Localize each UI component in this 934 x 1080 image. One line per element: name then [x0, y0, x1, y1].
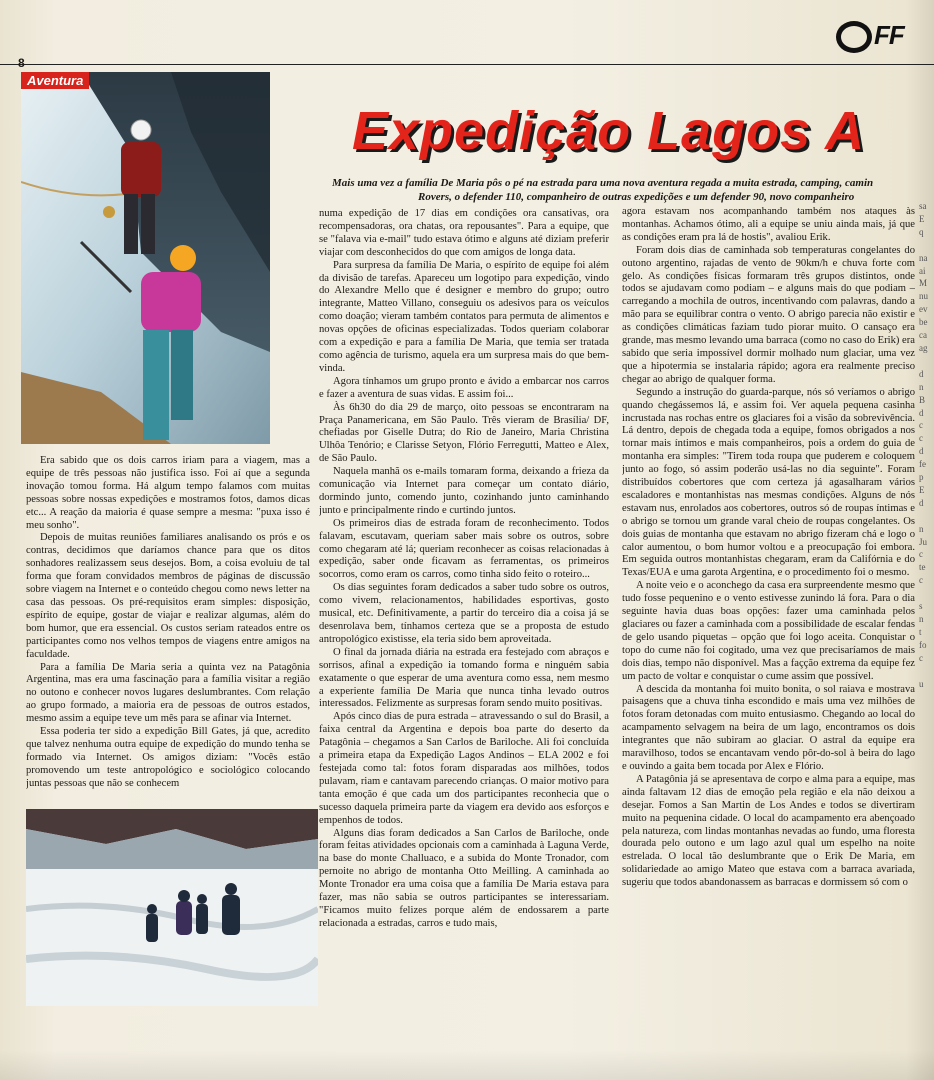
paragraph: Depois de muitas reuniões familiares analisando os prós e os contras, decidimos que daríamos chance para que os ditos sonhadores realizassem seus desejos. Bom, a coisa evoluiu de tal forma que foram convidados membros de páginas de discussão sobre viagem na Internet e o conteúdo chegou como news letter na casa das pessoas. Os pré-requisitos eram simples: disposição, espírito de equipe, gostar de viajar e realizar algumas, além do bom humor, que era essencial. Os custos seriam rateados entre os participantes como nos velhos tempos de viagens entre amigos na faculdade. [26, 532, 310, 660]
edge-fragment: q [919, 226, 924, 237]
edge-fragment: d [919, 446, 924, 457]
edge-fragment [919, 510, 934, 523]
column-right [622, 206, 915, 1006]
edge-fragment: sa [919, 201, 927, 211]
logo-text: FF [874, 20, 904, 50]
edge-fragment: ev [919, 304, 928, 315]
edge-fragment: te [919, 562, 926, 573]
paragraph: Para surpresa da família De Maria, o espírito de equipe foi além da divisão de tarefas. Apareceu um logotipo para expedição, vindo do Alexandre Mello que é designer e membro do grupo; outro integrante, Matteo Villano, conseguiu os adesivos para os veículos como doação; vieram também contatos para permuta de alimentos e novas opções de oficinas especializadas. Todos queriam colaborar com a expedição e para a família De Maria, que temia ser tratada como agência de turismo, aquela era um surpresa mais do que bem-vinda. [319, 259, 609, 374]
paragraph: O final da jornada diária na estrada era festejado com abraços e sorrisos, afinal a expedição ia tomando forma e ninguém sabia exatamente o que esperar de uma aventura como essa, nem mesmo a experiente família De Maria que nunca tinha levado outros interessados. Felizmente as surpresas foram sendo muito positivas. [319, 646, 609, 710]
edge-fragment: ai [919, 265, 926, 276]
ice-climbing-photo [21, 72, 270, 444]
paragraph: Para a família De Maria seria a quinta vez na Patagônia Argentina, mas era uma fascinação para a família visitar a região no outono e conhecer novos lugares deslumbrantes. Com relação ao grupo formado, a maioria era de pessoas de outros estados, mesmo assim a equipe teve um mês para se afinar via Internet. [26, 661, 310, 725]
column-left [26, 455, 310, 805]
ice-climbing-illustration [21, 72, 270, 444]
paragraph: A noite veio e o aconchego da casa era surpreendente mesmo que tudo fosse pequenino e o vento estivesse zunindo lá fora. Para o dia seguinte havia duas boas opções: fazer uma caminhada pelos glaciares ou fazer a caminhada com a possibilidade de escalar fendas de gelo usando piquetas – opção que foi logo aceita. Conquistar o topo do cume não foi cogitado, uma vez que precisaríamos de mais dois dias, tempo não disponível. Mas a façção extrema da equipe fez um pacto de voltar e conquistar o cume assim que possível. [622, 580, 915, 682]
paragraph: Às 6h30 do dia 29 de março, oito pessoas se encontraram na Praça Panamericana, em São Paulo. Três vieram de Brasília/ DF, chefiadas por Giselle Dutra; do Rio de Janeiro, Maria Christina Ulhôa Tenório; e Clarisse Setyon, Flório Ferregutti, Matteo e Alex, de São Paulo. [319, 401, 609, 465]
paragraph: Agora tínhamos um grupo pronto e ávido a embarcar nos carros e fazer a aventura de suas vidas. E assim foi... [319, 375, 609, 400]
edge-fragment: c [919, 420, 923, 431]
paragraph: Após cinco dias de pura estrada – atravessando o sul do Brasil, a faixa central da Argentina e depois boa parte do deserto da Patagônia – chegamos a San Carlos de Bariloche. Ali foi concluída a primeira etapa da Expedição Lagos Andinos – ELA 2002 e foi festejada como tal: fotos foram disparadas aos milhões, todos pulavam, riam e cantavam parecendo crianças. O maior motivo para tanta emoção é que cada um dos participantes reconhecia que o sucesso daquela primeira parte da viagem era devido aos esforços e empenhos de todos. [319, 711, 609, 826]
subtitle-line-1: Mais uma vez a família De Maria pôs o pé na estrada para uma nova aventura regada a muita estrada, camping, camin [332, 177, 874, 189]
edge-fragment [919, 239, 934, 252]
edge-fragment: Ju [919, 536, 928, 547]
header-rule [0, 0, 934, 65]
edge-fragment: c [919, 433, 923, 444]
edge-fragment: c [919, 549, 923, 560]
paragraph: A Patagônia já se apresentava de corpo e alma para a equipe, mas ainda faltavam 12 dias de emoção pela região e ela não deixou a desejar. Fomos a San Martin de Los Andes e todos se divertiram muito na pequenina cidade. O local do acampamento era abençoado pela natureza, com lindas montanhas nevadas ao fundo, uma floresta dourada pelo outono e um lago azul qual um espelho na noite estrelada. O local tão deslumbrante que o Erik De Maria, em solidariedade ao amigo Mateo que estava com a barraca avariada, sugeriu que todos abandonassem as barracas e dormissem só com o [622, 773, 915, 889]
edge-fragment: n [919, 381, 924, 392]
paragraph: Foram dois dias de caminhada sob temperaturas congelantes do outono argentino, rajadas de vento de 90km/h e chuva forte com gelo. As condições físicas formaram três grupos distintos, onde todos se ajudavam como podiam – e alguns mais do que podiam – carregando a mochila de outros, incentivando com palavras, dando a mão para se equilibrar contra o vento. O abrigo parecia não existir e as condições climáticas faziam tudo piorar muito. O cansaço era grande, mas mesmo levando uma barraca (como no caso do Erik) era sabido que seria impossível dormir molhado num glaciar, uma vez que a hipotermia se instalaria rápido; agora era realmente preciso chegar ao abrigo de qualquer forma. [622, 244, 915, 385]
edge-fragment: M [919, 278, 928, 289]
edge-fragment: ca [919, 330, 927, 341]
paragraph: Era sabido que os dois carros iriam para a viagem, mas a equipe de três pessoas não justifica isso. Foi aí que a segunda inovação tomou forma. Há algum tempo falamos com muitas pessoas sobre nossas expedições e mostramos fotos, damos dicas etc... A reação da maioria é quase sempre a mesma: "puxa isso é meu sonho". [26, 455, 310, 531]
edge-fragment [919, 587, 934, 600]
edge-fragment: nu [919, 291, 928, 302]
paragraph: A descida da montanha foi muito bonita, o sol raiava e mostrava paisagens que a chuva tinha escondido e mais uma vez milhões de fotos foram detonadas com muito entusiasmo. Chegando ao local do acampamento selvagem na beira de um lago, encontramos os dois integrantes que não subiram ao glaciar. O astral da equipe era maravilhoso, todos se encantavam vendo pôr-do-sol à beira do lago e ouvindo a gaita bem tocada por Alex e Flório. [622, 683, 915, 772]
edge-fragment: ag [919, 342, 928, 353]
glacier-hiking-photo [26, 809, 318, 1006]
edge-fragment: d [919, 407, 924, 418]
paragraph: agora estavam nos acompanhando também nos ataques às montanhas. Achamos ótimo, ali a equipe se uniu ainda mais, já que as condições eram pra lá de hostis", avaliou Erik. [622, 206, 915, 243]
edge-fragment: fo [919, 639, 927, 650]
edge-fragment: p [919, 472, 924, 483]
paragraph: Os primeiros dias de estrada foram de reconhecimento. Todos falavam, escutavam, queriam saber mais sobre os outros, sobre como chegaram até lá; queriam reconhecer as coisas relacionadas à expedição, saber onde ficavam as ferramentas, os primeiros socorros, como eram os carros, como tinha sido feito o roteiro... [319, 517, 609, 581]
next-column-fragments [919, 200, 934, 1000]
edge-fragment: n [919, 523, 924, 534]
section-label: Aventura [21, 72, 89, 89]
edge-fragment: be [919, 317, 928, 328]
page-shadow [0, 1050, 934, 1080]
subtitle-line-2: Rovers, o defender 110, companheiro de outras expedições e um defender 90, novo companheiro [418, 191, 855, 203]
column-middle [319, 208, 609, 1008]
edge-fragment: c [919, 652, 923, 663]
article-title: Expedição Lagos A [352, 101, 866, 161]
article-subtitle [332, 176, 932, 204]
paragraph: Segundo a instrução do guarda-parque, nós só veríamos o abrigo quando chegássemos lá, e assim foi. Ver aquela pequena casinha incrustada nas rochas entre os glaciares foi a visão da sobrevivência. Lá dentro, depois de chegada toda a equipe, fomos obrigados a nos tornar mais íntimos e mais companheiros, pois a ordem do guia de montanha era simples: "Tirem toda roupa que puderem e coloquem junto ao fogo, só assim poderão usá-las no dia seguinte". Foram distribuídos cobertores que com certeza já agasalharam vários escaladores e montanhistas nas mesmas condições. Alguns de nós estavam nus, enrolados aos cobertores, outros só de roupas íntimas e o abrigo se tornou um grande varal cheio de roupas congelantes. Os dois guias de montanha que estavam no abrigo fizeram chá e logo o calor aumentou, o bom humor voltou e a preocupação foi embora. Em seguida outros montanhistas chegaram, eram da Califórnia e do Texas/EUA e uma garota Argentina, e o procedimento foi o mesmo. [622, 386, 915, 579]
edge-fragment: d [919, 497, 924, 508]
edge-fragment: na [919, 252, 928, 263]
edge-fragment: u [919, 678, 924, 689]
paragraph: Naquela manhã os e-mails tomaram forma, deixando a frieza da comunicação via Internet para começar um contato diário, dormindo junto, comendo junto, cozinhando junto caminhando junto e principalmente rindo e curtindo juntos. [319, 466, 609, 516]
edge-fragment: s [919, 601, 923, 612]
paragraph: Alguns dias foram dedicados a San Carlos de Bariloche, onde foram feitas atividades opcionais com a caminhada à Laguna Verde, na base do monte Challuaco, e a subida do Monte Tronador, com pernoite no abrigo de montanha Otto Meilling. A caminhada ao Monte Tronador era uma coisa que a família De Maria estava para fazer, mas não sabia se outros participantes se interessariam. "Ficamos muito felizes porque além de endossarem a parte relacionada a estradas, carros e tudo mais, [319, 827, 609, 929]
logo-ring-icon [836, 21, 872, 53]
off-road-logo [836, 20, 934, 58]
glacier-hiking-illustration [26, 809, 318, 1006]
edge-fragment: fe [919, 459, 926, 470]
edge-fragment: E [919, 213, 925, 224]
edge-fragment: t [919, 626, 922, 637]
paragraph: Essa poderia ter sido a expedição Bill Gates, já que, acredito que talvez nenhuma outra equipe de expedição do mundo tenha se formado via Internet. Os amigos diziam: "Vocês estão promovendo um teste antropológico e sociológico colocando juntas pessoas que não se conhecem [26, 726, 310, 789]
edge-fragment: c [919, 575, 923, 586]
edge-fragment: B [919, 394, 926, 405]
paragraph: Os dias seguintes foram dedicados a saber tudo sobre os outros, como vivem, relacionamentos, habilidades esportivas, gosto musical, etc. Definitivamente, a partir do terceiro dia a coisa já se desenrolava bem, tínhamos certeza que se a proposta de estudo antropológico existisse, ela teria sido bem aproveitada. [319, 582, 609, 645]
edge-fragment: E [919, 484, 925, 495]
page-number: 8 [18, 56, 25, 70]
edge-fragment: d [919, 368, 924, 379]
paragraph: numa expedição de 17 dias em condições ora cansativas, ora recompensadoras, ora chatas, ora repousantes". Para a equipe, que se "falava via e-mail" tudo estava ótimo e alguns até diziam preferir viajar com desconhecidos do que com amigos de longa data. [319, 208, 609, 258]
edge-fragment [919, 355, 934, 368]
edge-fragment [919, 665, 934, 678]
edge-fragment: n [919, 614, 924, 624]
